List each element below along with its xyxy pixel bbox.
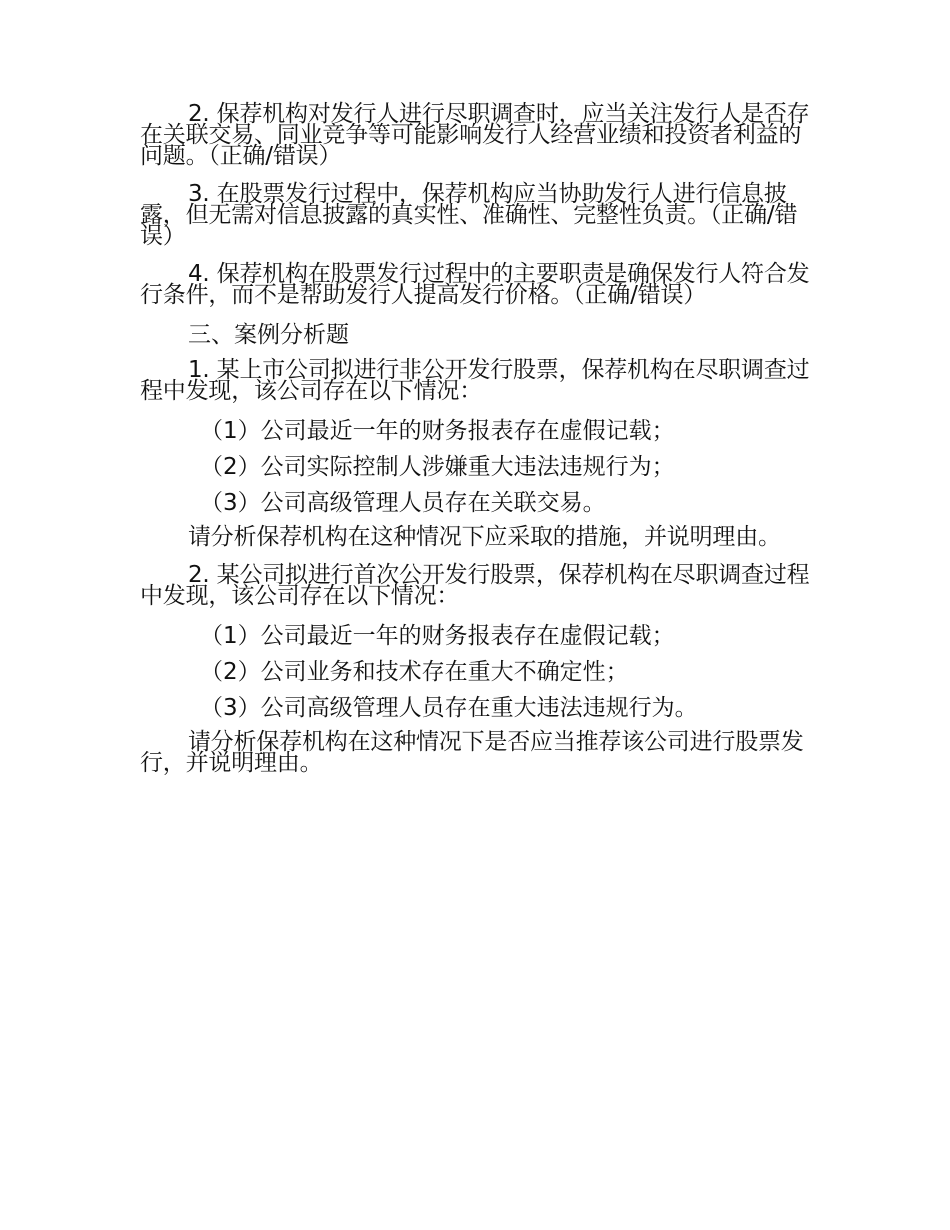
case-2-item-1: （1）公司最近一年的财务报表存在虚假记载； <box>200 623 675 649</box>
case-2-intro: 2. 某公司拟进行首次公开发行股票，保荐机构在尽职调查过程中发现，该公司存在以下情况： <box>140 562 810 609</box>
case-2-item-3: （3）公司高级管理人员存在重大违法违规行为。 <box>200 695 698 721</box>
case-1-item-3: （3）公司高级管理人员存在关联交易。 <box>200 490 606 516</box>
case-2-question: 请分析保荐机构在这种情况下是否应当推荐该公司进行股票发行，并说明理由。 <box>140 729 804 776</box>
document-page <box>140 101 812 791</box>
true-false-question-4: 4. 保荐机构在股票发行过程中的主要职责是确保发行人符合发行条件，而不是帮助发行人提高发行价格。（正确/错误） <box>140 261 810 308</box>
case-2-item-2: （2）公司业务和技术存在重大不确定性； <box>200 659 629 685</box>
true-false-question-2: 2. 保荐机构对发行人进行尽职调查时，应当关注发行人是否存在关联交易、同业竞争等可能影响发行人经营业绩和投资者利益的问题。（正确/错误） <box>140 101 810 169</box>
case-1-question: 请分析保荐机构在这种情况下应采取的措施，并说明理由。 <box>188 524 781 550</box>
case-1-item-1: （1）公司最近一年的财务报表存在虚假记载； <box>200 418 675 444</box>
case-1-item-2: （2）公司实际控制人涉嫌重大违法违规行为； <box>200 454 675 480</box>
case-1-intro: 1. 某上市公司拟进行非公开发行股票，保荐机构在尽职调查过程中发现，该公司存在以下情况： <box>140 357 810 404</box>
true-false-question-3: 3. 在股票发行过程中，保荐机构应当协助发行人进行信息披露，但无需对信息披露的真实性、准确性、完整性负责。（正确/错误） <box>140 181 798 249</box>
section-heading-case-analysis: 三、案例分析题 <box>188 322 349 348</box>
